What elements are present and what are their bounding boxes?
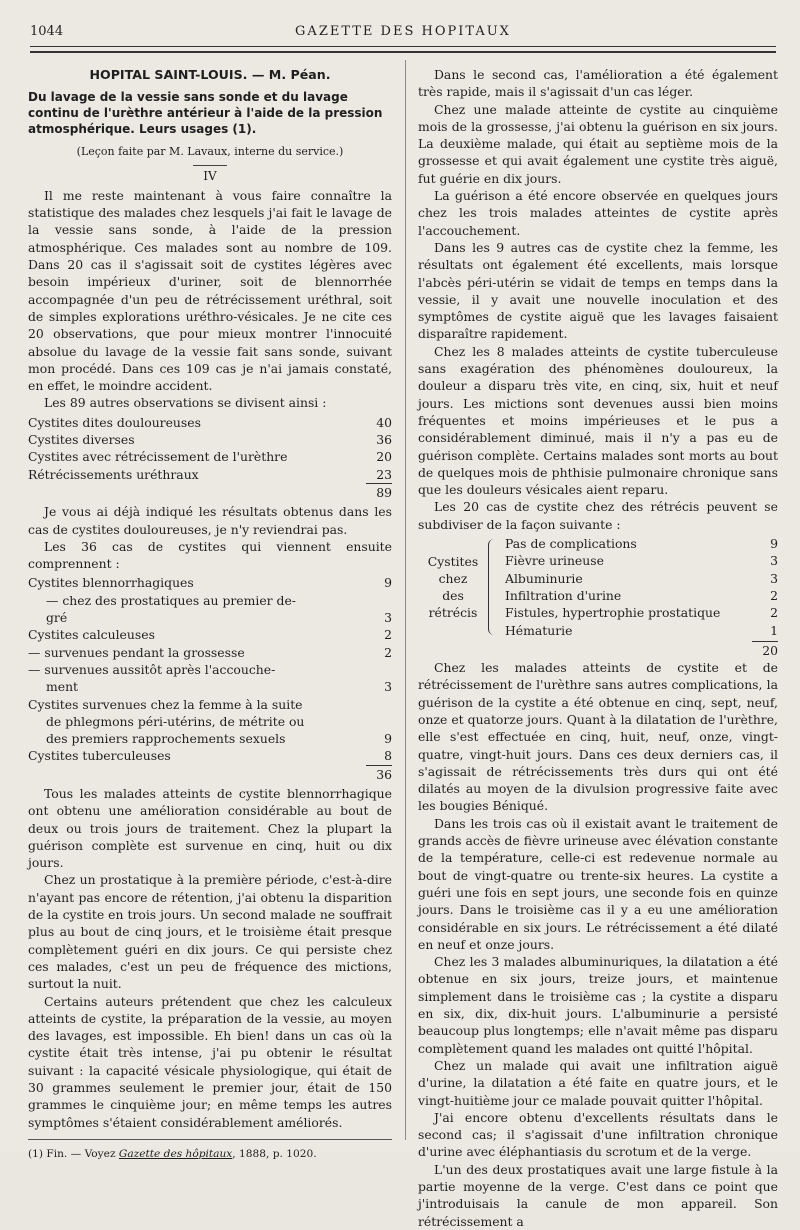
- article-title: Du lavage de la vessie sans sonde et du lavage continu de l'urèthre antérieur à l'aide de la pression atmosphérique. Leurs usages (1).: [28, 90, 383, 137]
- paragraph: Tous les malades atteints de cystite blennorrhagique ont obtenu une amélioration considérable au bout de deux ou trois jours de traitement. Chez la plupart la guérison complète est survenue en cinq, huit ou dix jours.: [28, 785, 392, 871]
- paragraph: Je vous ai déjà indiqué les résultats obtenus dans les cas de cystites douloureuses, je n'y reviendrai pas.: [28, 504, 392, 537]
- page-header: [30, 24, 776, 44]
- list-total: 36: [28, 765, 392, 783]
- table-row: Fistules, hypertrophie prostatique 2: [505, 605, 778, 621]
- footnote-rule: [28, 1139, 392, 1140]
- paragraph: La guérison a été encore observée en quelques jours chez les trois malades atteintes de cystite après l'accouchement.: [418, 188, 778, 238]
- list-item: de phlegmons péri-utérins, de métrite ou: [46, 713, 305, 729]
- article-byline: (Leçon faite par M. Lavaux, interne du service.): [76, 145, 344, 159]
- statistics-list: [28, 414, 392, 501]
- table-total: 20: [418, 641, 778, 659]
- table-row: Albuminurie 3: [505, 570, 778, 586]
- paragraph: Chez un prostatique à la première période, c'est-à-dire n'ayant pas encore de rétention, j'ai obtenu la disparition de la cystite en trois jours. Un second malade ne souffrait plus au bout de cinq jours, et le troisième était presque complètement guéri en dix jours. Ce qui persiste chez ces malades, c'est un peu de fréquence des mictions, surtout la nuit.: [28, 872, 392, 992]
- list-item: Cystites dites douloureuses 40: [28, 414, 392, 430]
- paragraph: Chez les malades atteints de cystite et de rétrécissement de l'urèthre sans autres complications, la guérison de la cystite a été obtenue en cinq, sept, neuf, onze et quatorze jours. Quant à la dilatation de l'urèthre, elle s'est effectuée en cinq, huit, neuf, onze, vingt-quatre, vingt-huit jours. Dans ces deux derniers cas, il s'agissait de rétrécissements très durs qui ont été dilatés au moyen de la divulsion progressive faite avec les bougies Béniqué.: [418, 660, 778, 814]
- footnote-journal: Gazette des hôpitaux: [118, 1147, 233, 1160]
- paragraph: Chez une malade atteinte de cystite au cinquième mois de la grossesse, j'ai obtenu la guérison en six jours. La deuxième malade, qui était au septième mois de la grossesse et qui avait également une cystite très aiguë, fut guérie en dix jours.: [418, 101, 778, 186]
- paragraph: Chez les 8 malades atteints de cystite tuberculeuse sans exagération des phénomènes douloureux, la douleur a disparu très vite, en cinq, six, huit et neuf jours. Les mictions sont devenues aussi bien moins fréquentes et moins impérieuses et le pus a considérablement diminué, mais il n'y a pas eu de guérison complète. Certains malades sont morts au bout de quelques mois de phthisie pulmonaire chronique sans que les douleurs vésicales aient reparu.: [418, 343, 778, 498]
- table-row: Pas de complications 9: [505, 536, 778, 552]
- list-item: — survenues aussitôt après l'accouche-: [28, 661, 276, 677]
- paragraph: Dans les 9 autres cas de cystite chez la femme, les résultats ont également été excellents, mais lorsque l'abcès péri-utérin se vidait de temps en temps dans la vessie, il y avait une nouvelle inoculation et des symptômes de cystite aiguë que les lavages faisaient disparaître rapidement.: [418, 239, 778, 342]
- paragraph: Les 20 cas de cystite chez des rétrécis peuvent se subdiviser de la façon suivante :: [418, 499, 778, 532]
- right-column: [418, 66, 778, 1230]
- list-total: 89: [28, 483, 392, 501]
- paragraph: Les 89 autres observations se divisent ainsi :: [44, 395, 327, 411]
- list-item: — chez des prostatiques au premier de-: [46, 592, 296, 608]
- paragraph: Les 36 cas de cystites qui viennent ensuite comprennent :: [28, 538, 392, 572]
- table-row: Hématurie 1: [505, 622, 778, 638]
- table-label: Cystites chez des rétrécis: [427, 553, 479, 620]
- paragraph: L'un des deux prostatiques avait une large fistule à la partie moyenne de la verge. C'est dans ce point que j'introduisais la canule de mon appareil. Son rétrécissement a: [418, 1161, 778, 1229]
- paragraph: J'ai encore obtenu d'excellents résultats dans le second cas; il s'agissait d'une infiltration chronique d'urine avec éléphantiasis du scrotum et de la verge.: [418, 1109, 778, 1160]
- footnote: (1) Fin. — Voyez Gazette des hôpitaux, 1888, p. 1020.: [28, 1147, 317, 1160]
- list-item: Cystites tuberculeuses 8: [28, 748, 392, 764]
- paragraph: Dans le second cas, l'amélioration a été également très rapide, mais il s'agissait d'un cas léger.: [418, 67, 778, 100]
- table-row: Fièvre urineuse 3: [505, 553, 778, 569]
- paragraph: Chez les 3 malades albuminuriques, la dilatation a été obtenue en six jours, treize jours, et maintenue simplement dans le troisième cas ; la cystite a disparu en six, dix, dix-huit jours. L'albuminurie a persisté beaucoup plus longtemps; elle n'avait même pas disparu complètement quand les malades ont quitté l'hôpital.: [418, 954, 778, 1056]
- header-rule: [30, 46, 776, 47]
- paragraph: Dans les trois cas où il existait avant le traitement de grands accès de fièvre urineuse avec élévation constante de la température, celle-ci est redevenue normale au bout de vingt-quatre ou trente-six heures. La cystite a guéri une fois en sept jours, une seconde fois en quinze jours. Dans le troisième cas il y a eu une amélioration considérable en six jours. Le rétrécissement a été dilaté en neuf et onze jours.: [418, 815, 778, 952]
- list-item: Cystites diverses 36: [28, 432, 392, 448]
- page-number: 1044: [30, 24, 64, 39]
- section-title: HOPITAL SAINT-LOUIS. — M. Péan.: [89, 67, 331, 82]
- brace: [488, 539, 499, 635]
- table-row: Infiltration d'urine 2: [505, 587, 778, 603]
- list-item: Rétrécissements uréthraux 23: [28, 466, 392, 482]
- list-item: gré 3: [46, 610, 392, 626]
- cystites-list: [28, 574, 392, 783]
- section-number: IV: [203, 168, 217, 183]
- column-divider: [405, 60, 406, 1140]
- list-item: Cystites blennorrhagiques 9: [28, 575, 392, 591]
- paragraph: Chez un malade qui avait une infiltration aiguë d'urine, la dilatation a été faite en quatre jours, et le vingt-huitième jour ce malade pouvait quitter l'hôpital.: [418, 1057, 778, 1108]
- paragraph: Certains auteurs prétendent que chez les calculeux atteints de cystite, la préparation de la vessie, au moyen des lavages, est impossible. Eh bien! dans un cas où la cystite était très intense, j'ai pu obtenir le résultat suivant : la capacité vésicale physiologique, qui était de 30 grammes seulement le premier jour, était de 150 grammes le cinquième jour; en même temps les autres symptômes s'étaient considérablement améliorés.: [28, 993, 392, 1130]
- list-item: des premiers rapprochements sexuels 9: [46, 731, 392, 747]
- journal-title: GAZETTE DES HOPITAUX: [295, 24, 511, 39]
- list-item: — survenues pendant la grossesse 2: [28, 644, 392, 660]
- list-item: Cystites survenues chez la femme à la suite: [28, 696, 303, 712]
- left-column: [28, 66, 392, 1163]
- list-item: Cystites calculeuses 2: [28, 627, 392, 643]
- header-double-rule: [30, 51, 776, 53]
- list-item: Cystites avec rétrécissement de l'urèthre 20: [28, 449, 392, 465]
- title-rule: [193, 165, 227, 166]
- paragraph: Il me reste maintenant à vous faire connaître la statistique des malades chez lesquels j'ai fait le lavage de la vessie sans sonde, à l'aide de la pression atmosphérique. Ces malades sont au nombre de 109. Dans 20 cas il s'agissait soit de cystites légères avec besoin impérieux d'uriner, soit de blennorrhée accompagnée d'un peu de rétrécissement uréthral, soit de simples explorations uréthro-vésicales. Je ne cite ces 20 observations, que pour mieux montrer l'innocuité absolue du lavage de la vessie fait sans sonde, suivant mon procédé. Dans ces 109 cas je n'ai jamais constaté, en effet, le moindre accident.: [28, 187, 392, 394]
- retrecis-table: [418, 535, 778, 639]
- list-item: ment 3: [46, 679, 392, 695]
